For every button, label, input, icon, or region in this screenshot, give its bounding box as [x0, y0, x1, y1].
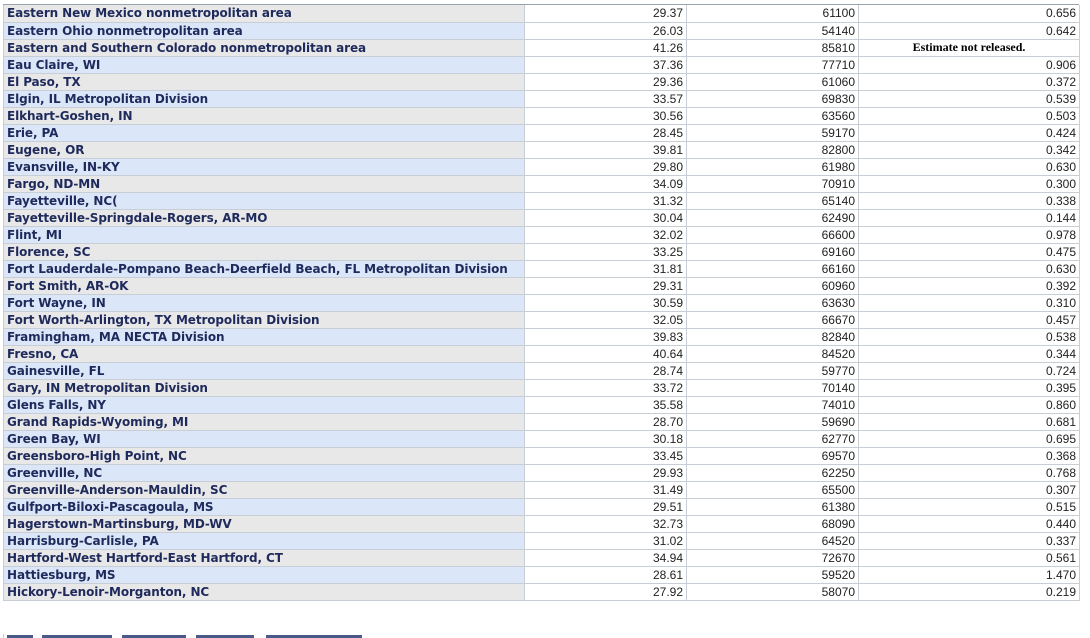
value-cell-2[interactable]: 69570: [687, 447, 859, 464]
area-name-cell[interactable]: Fargo, ND-MN: [4, 175, 525, 192]
table-row[interactable]: [4, 226, 1080, 243]
value-cell-2[interactable]: 59170: [687, 124, 859, 141]
value-cell-2[interactable]: 66600: [687, 226, 859, 243]
value-cell-3[interactable]: 0.642: [859, 22, 1080, 39]
table-row[interactable]: [4, 413, 1080, 430]
value-cell-3[interactable]: 0.695: [859, 430, 1080, 447]
table-row[interactable]: [4, 294, 1080, 311]
table-row[interactable]: [4, 5, 1080, 22]
table-row[interactable]: [4, 447, 1080, 464]
value-cell-3[interactable]: 0.368: [859, 447, 1080, 464]
value-cell-1[interactable]: 32.05: [525, 311, 687, 328]
value-cell-2[interactable]: 61060: [687, 73, 859, 90]
value-cell-1[interactable]: 30.56: [525, 107, 687, 124]
value-cell-3[interactable]: 1.470: [859, 566, 1080, 583]
area-name-cell[interactable]: Fort Worth-Arlington, TX Metropolitan Division: [4, 311, 525, 328]
value-cell-1[interactable]: 33.25: [525, 243, 687, 260]
table-row[interactable]: [4, 328, 1080, 345]
value-cell-3[interactable]: 0.219: [859, 583, 1080, 600]
value-cell-2[interactable]: 58070: [687, 583, 859, 600]
value-cell-3[interactable]: 0.503: [859, 107, 1080, 124]
table-row[interactable]: [4, 549, 1080, 566]
value-cell-3[interactable]: 0.515: [859, 498, 1080, 515]
area-name-cell[interactable]: Eastern Ohio nonmetropolitan area: [4, 22, 525, 39]
value-cell-3[interactable]: 0.440: [859, 515, 1080, 532]
value-cell-2[interactable]: 69830: [687, 90, 859, 107]
area-name-cell[interactable]: Greensboro-High Point, NC: [4, 447, 525, 464]
area-name-cell[interactable]: Fayetteville-Springdale-Rogers, AR-MO: [4, 209, 525, 226]
value-cell-2[interactable]: 85810: [687, 39, 859, 56]
area-name-cell[interactable]: Fresno, CA: [4, 345, 525, 362]
value-cell-1[interactable]: 30.18: [525, 430, 687, 447]
value-cell-3[interactable]: 0.372: [859, 73, 1080, 90]
value-cell-2[interactable]: 82840: [687, 328, 859, 345]
value-cell-3[interactable]: 0.630: [859, 260, 1080, 277]
value-cell-2[interactable]: 60960: [687, 277, 859, 294]
table-row[interactable]: [4, 430, 1080, 447]
table-row[interactable]: [4, 583, 1080, 600]
value-cell-2[interactable]: 69160: [687, 243, 859, 260]
area-name-cell[interactable]: Green Bay, WI: [4, 430, 525, 447]
table-row[interactable]: [4, 56, 1080, 73]
area-name-cell[interactable]: Grand Rapids-Wyoming, MI: [4, 413, 525, 430]
value-cell-3[interactable]: 0.656: [859, 5, 1080, 22]
table-row[interactable]: [4, 532, 1080, 549]
area-name-cell[interactable]: Florence, SC: [4, 243, 525, 260]
value-cell-1[interactable]: 31.81: [525, 260, 687, 277]
value-cell-3[interactable]: 0.344: [859, 345, 1080, 362]
area-name-cell[interactable]: Elgin, IL Metropolitan Division: [4, 90, 525, 107]
value-cell-3[interactable]: 0.630: [859, 158, 1080, 175]
data-grid: [3, 4, 1079, 601]
table-row[interactable]: [4, 39, 1080, 56]
value-cell-2[interactable]: 72670: [687, 549, 859, 566]
value-cell-2[interactable]: 84520: [687, 345, 859, 362]
value-cell-2[interactable]: 74010: [687, 396, 859, 413]
value-cell-2[interactable]: 65500: [687, 481, 859, 498]
value-cell-2[interactable]: 61380: [687, 498, 859, 515]
table-row[interactable]: [4, 260, 1080, 277]
value-cell-2[interactable]: 65140: [687, 192, 859, 209]
value-cell-2[interactable]: 68090: [687, 515, 859, 532]
area-name-cell[interactable]: Greenville, NC: [4, 464, 525, 481]
value-cell-2[interactable]: 70910: [687, 175, 859, 192]
value-cell-2[interactable]: 82800: [687, 141, 859, 158]
table-row[interactable]: [4, 345, 1080, 362]
table-row[interactable]: [4, 22, 1080, 39]
value-cell-1[interactable]: 29.36: [525, 73, 687, 90]
value-cell-2[interactable]: 61980: [687, 158, 859, 175]
wage-table: [3, 5, 1080, 601]
value-cell-2[interactable]: 59770: [687, 362, 859, 379]
value-cell-1[interactable]: 32.73: [525, 515, 687, 532]
value-cell-2[interactable]: 62770: [687, 430, 859, 447]
value-cell-1[interactable]: 32.02: [525, 226, 687, 243]
area-name-cell[interactable]: Gulfport-Biloxi-Pascagoula, MS: [4, 498, 525, 515]
value-cell-3[interactable]: 0.561: [859, 549, 1080, 566]
area-name-cell[interactable]: Hagerstown-Martinsburg, MD-WV: [4, 515, 525, 532]
value-cell-3[interactable]: 0.906: [859, 56, 1080, 73]
value-cell-3[interactable]: 0.310: [859, 294, 1080, 311]
value-cell-2[interactable]: 77710: [687, 56, 859, 73]
area-name-cell[interactable]: Fort Smith, AR-OK: [4, 277, 525, 294]
area-name-cell[interactable]: Fort Wayne, IN: [4, 294, 525, 311]
value-cell-1[interactable]: 33.45: [525, 447, 687, 464]
value-cell-3[interactable]: 0.539: [859, 90, 1080, 107]
area-name-cell[interactable]: Elkhart-Goshen, IN: [4, 107, 525, 124]
area-name-cell[interactable]: Flint, MI: [4, 226, 525, 243]
table-row[interactable]: [4, 311, 1080, 328]
area-name-cell[interactable]: Glens Falls, NY: [4, 396, 525, 413]
table-row[interactable]: [4, 158, 1080, 175]
value-cell-1[interactable]: 27.92: [525, 583, 687, 600]
area-name-cell[interactable]: Harrisburg-Carlisle, PA: [4, 532, 525, 549]
value-cell-1[interactable]: 28.45: [525, 124, 687, 141]
area-name-cell[interactable]: Evansville, IN-KY: [4, 158, 525, 175]
value-cell-3[interactable]: 0.538: [859, 328, 1080, 345]
value-cell-1[interactable]: 37.36: [525, 56, 687, 73]
value-cell-1[interactable]: 31.02: [525, 532, 687, 549]
value-cell-1[interactable]: 35.58: [525, 396, 687, 413]
value-cell-1[interactable]: 34.09: [525, 175, 687, 192]
table-row[interactable]: [4, 243, 1080, 260]
value-cell-2[interactable]: 61100: [687, 5, 859, 22]
value-cell-3[interactable]: 0.424: [859, 124, 1080, 141]
value-cell-3[interactable]: 0.342: [859, 141, 1080, 158]
value-cell-1[interactable]: 34.94: [525, 549, 687, 566]
value-cell-3[interactable]: 0.457: [859, 311, 1080, 328]
table-row[interactable]: [4, 192, 1080, 209]
area-name-cell[interactable]: Eugene, OR: [4, 141, 525, 158]
value-cell-3[interactable]: 0.724: [859, 362, 1080, 379]
value-cell-2[interactable]: 54140: [687, 22, 859, 39]
value-cell-1[interactable]: 29.80: [525, 158, 687, 175]
value-cell-1[interactable]: 33.72: [525, 379, 687, 396]
area-name-cell[interactable]: Hartford-West Hartford-East Hartford, CT: [4, 549, 525, 566]
area-name-cell[interactable]: Hickory-Lenoir-Morganton, NC: [4, 583, 525, 600]
estimate-note-cell[interactable]: Estimate not released.: [859, 39, 1080, 56]
value-cell-2[interactable]: 63630: [687, 294, 859, 311]
value-cell-1[interactable]: 28.61: [525, 566, 687, 583]
value-cell-3[interactable]: 0.307: [859, 481, 1080, 498]
value-cell-1[interactable]: 29.37: [525, 5, 687, 22]
table-row[interactable]: [4, 107, 1080, 124]
value-cell-3[interactable]: 0.392: [859, 277, 1080, 294]
table-row[interactable]: [4, 498, 1080, 515]
value-cell-1[interactable]: 31.32: [525, 192, 687, 209]
table-row[interactable]: [4, 515, 1080, 532]
value-cell-3[interactable]: 0.338: [859, 192, 1080, 209]
area-name-cell[interactable]: Fort Lauderdale-Pompano Beach-Deerfield Beach, FL Metropolitan Division: [4, 260, 525, 277]
value-cell-1[interactable]: 29.31: [525, 277, 687, 294]
value-cell-3[interactable]: 0.681: [859, 413, 1080, 430]
value-cell-1[interactable]: 26.03: [525, 22, 687, 39]
value-cell-1[interactable]: 28.70: [525, 413, 687, 430]
table-row[interactable]: [4, 277, 1080, 294]
table-row[interactable]: [4, 481, 1080, 498]
table-row[interactable]: [4, 90, 1080, 107]
value-cell-2[interactable]: 66670: [687, 311, 859, 328]
value-cell-3[interactable]: 0.144: [859, 209, 1080, 226]
value-cell-2[interactable]: 62250: [687, 464, 859, 481]
table-row[interactable]: [4, 175, 1080, 192]
value-cell-1[interactable]: 33.57: [525, 90, 687, 107]
value-cell-3[interactable]: 0.475: [859, 243, 1080, 260]
table-row[interactable]: [4, 566, 1080, 583]
area-name-cell[interactable]: Gary, IN Metropolitan Division: [4, 379, 525, 396]
value-cell-1[interactable]: 29.93: [525, 464, 687, 481]
value-cell-1[interactable]: 31.49: [525, 481, 687, 498]
value-cell-2[interactable]: 64520: [687, 532, 859, 549]
value-cell-2[interactable]: 59520: [687, 566, 859, 583]
table-row[interactable]: [4, 124, 1080, 141]
partial-table-row: [3, 634, 1080, 638]
value-cell-3[interactable]: 0.860: [859, 396, 1080, 413]
value-cell-1[interactable]: 39.83: [525, 328, 687, 345]
value-cell-2[interactable]: 59690: [687, 413, 859, 430]
table-row[interactable]: [4, 141, 1080, 158]
area-name-cell[interactable]: Greenville-Anderson-Mauldin, SC: [4, 481, 525, 498]
area-name-cell[interactable]: Hattiesburg, MS: [4, 566, 525, 583]
value-cell-1[interactable]: 30.59: [525, 294, 687, 311]
value-cell-1[interactable]: 28.74: [525, 362, 687, 379]
value-cell-2[interactable]: 70140: [687, 379, 859, 396]
table-body: [4, 5, 1080, 600]
value-cell-2[interactable]: 63560: [687, 107, 859, 124]
value-cell-1[interactable]: 30.04: [525, 209, 687, 226]
value-cell-3[interactable]: 0.978: [859, 226, 1080, 243]
value-cell-3[interactable]: 0.768: [859, 464, 1080, 481]
table-row[interactable]: [4, 379, 1080, 396]
value-cell-3[interactable]: 0.337: [859, 532, 1080, 549]
area-name-cell[interactable]: Eastern and Southern Colorado nonmetropolitan area: [4, 39, 525, 56]
area-name-cell[interactable]: Eastern New Mexico nonmetropolitan area: [4, 5, 525, 22]
value-cell-1[interactable]: 29.51: [525, 498, 687, 515]
area-name-cell[interactable]: Fayetteville, NC(: [4, 192, 525, 209]
table-row[interactable]: [4, 209, 1080, 226]
value-cell-1[interactable]: 41.26: [525, 39, 687, 56]
value-cell-3[interactable]: 0.395: [859, 379, 1080, 396]
area-name-cell[interactable]: El Paso, TX: [4, 73, 525, 90]
value-cell-2[interactable]: 66160: [687, 260, 859, 277]
table-row[interactable]: [4, 362, 1080, 379]
value-cell-1[interactable]: 40.64: [525, 345, 687, 362]
area-name-cell[interactable]: Gainesville, FL: [4, 362, 525, 379]
area-name-cell[interactable]: Framingham, MA NECTA Division: [4, 328, 525, 345]
area-name-cell[interactable]: Eau Claire, WI: [4, 56, 525, 73]
table-row[interactable]: [4, 396, 1080, 413]
table-row[interactable]: [4, 464, 1080, 481]
value-cell-2[interactable]: 62490: [687, 209, 859, 226]
table-row[interactable]: [4, 73, 1080, 90]
value-cell-1[interactable]: 39.81: [525, 141, 687, 158]
area-name-cell[interactable]: Erie, PA: [4, 124, 525, 141]
value-cell-3[interactable]: 0.300: [859, 175, 1080, 192]
